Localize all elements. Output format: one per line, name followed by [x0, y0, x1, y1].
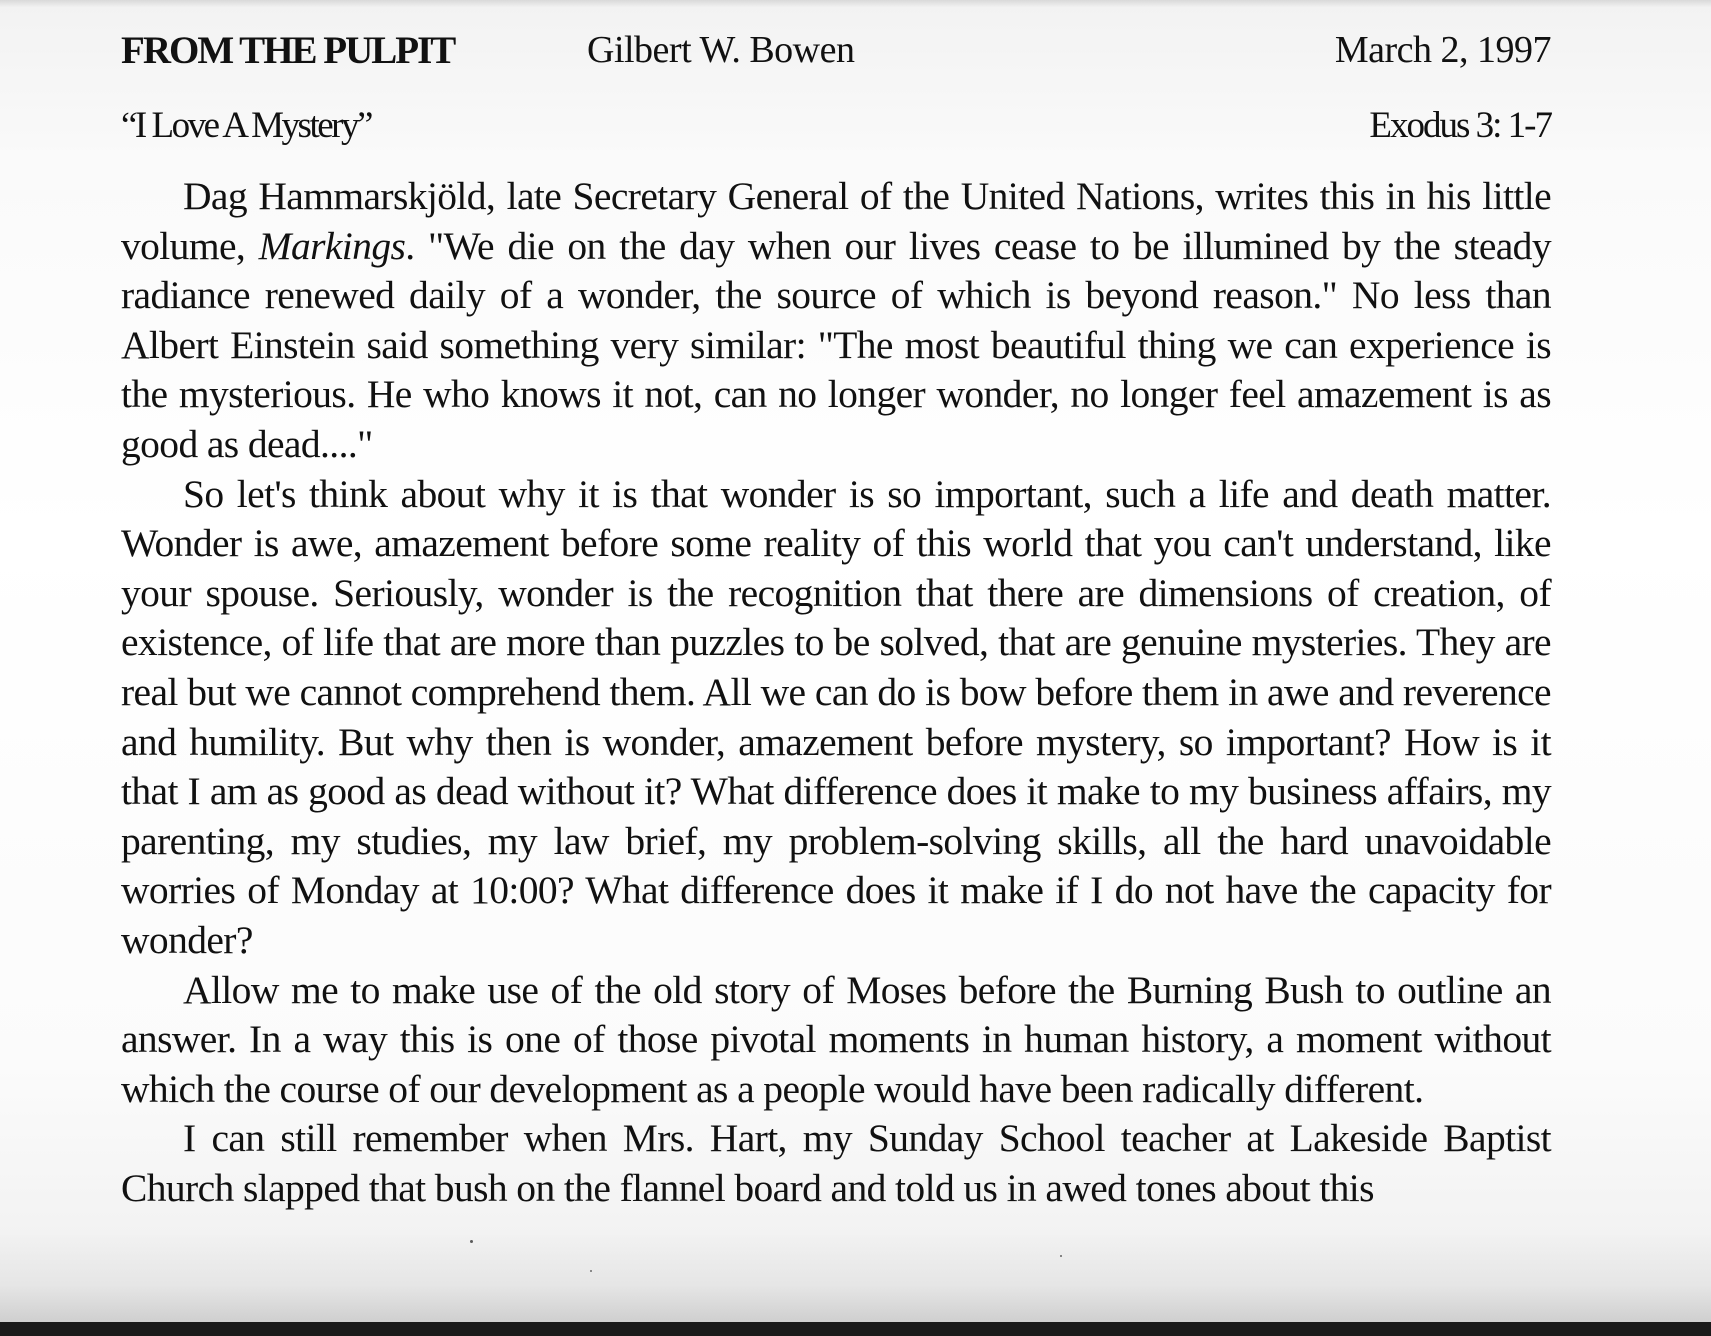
- paragraph-2: So let's think about why it is that wonder is so important, such a life and death matter. Wonder is awe, amazement before some reality of this world that you can't understand, like your spouse. Seriously, wonder is the recognition that there are dimensions of creation, of existence, of life that are more than puzzles to be solved, that are genuine mysteries. They are real but we cannot comprehend them. All we can do is bow before them in awe and reverence and humility. But why then is wonder, amazement before mystery, so important? How is it that I am as good as dead without it? What difference does it make to my business affairs, my parenting, my studies, my law brief, my problem-solving skills, all the hard unavoidable worries of Monday at 10:00? What difference does it make if I do not have the capacity for wonder?: [121, 471, 1551, 962]
- paragraph-1: [121, 172, 1551, 470]
- column-title: FROM THE PULPIT: [121, 29, 455, 72]
- paragraph-4: I can still remember when Mrs. Hart, my Sunday School teacher at Lakeside Baptist Church slapped that bush on the flannel board and told us in awed tones about this: [121, 1116, 1551, 1210]
- bottom-edge: [0, 1322, 1711, 1336]
- paragraph-3: Allow me to make use of the old story of Moses before the Burning Bush to outline an answer. In a way this is one of those pivotal moments in human history, a moment without which the course of our development as a people would have been radically different.: [121, 967, 1551, 1111]
- sermon-body: [121, 172, 1551, 1213]
- sermon-date: March 2, 1997: [1334, 29, 1551, 71]
- page-fold-shadow: [0, 1230, 1711, 1322]
- column-header: [121, 22, 1551, 78]
- top-edge: [0, 0, 1711, 8]
- paragraph-1-intro: Dag Hammarskjöld, late Secretary General of the United Nations, writes this in his little volume,: [121, 174, 1551, 268]
- paragraph-1-rest: . "We die on the day when our lives cease to be illumined by the steady radiance renewed daily of a wonder, the source of which is beyond reason." No less than Albert Einstein said something very similar: "The most beautiful thing we can experience is the mysterious. He who knows it not, can no longer wonder, no longer feel amazement is as good as dead....": [121, 223, 1551, 466]
- scripture-reference: Exodus 3: 1-7: [1369, 105, 1551, 146]
- sermon-title: “I Love A Mystery”: [121, 105, 371, 146]
- author-name: Gilbert W. Bowen: [587, 29, 855, 71]
- title-row: [121, 100, 1551, 154]
- book-title-markings: Markings: [258, 223, 406, 268]
